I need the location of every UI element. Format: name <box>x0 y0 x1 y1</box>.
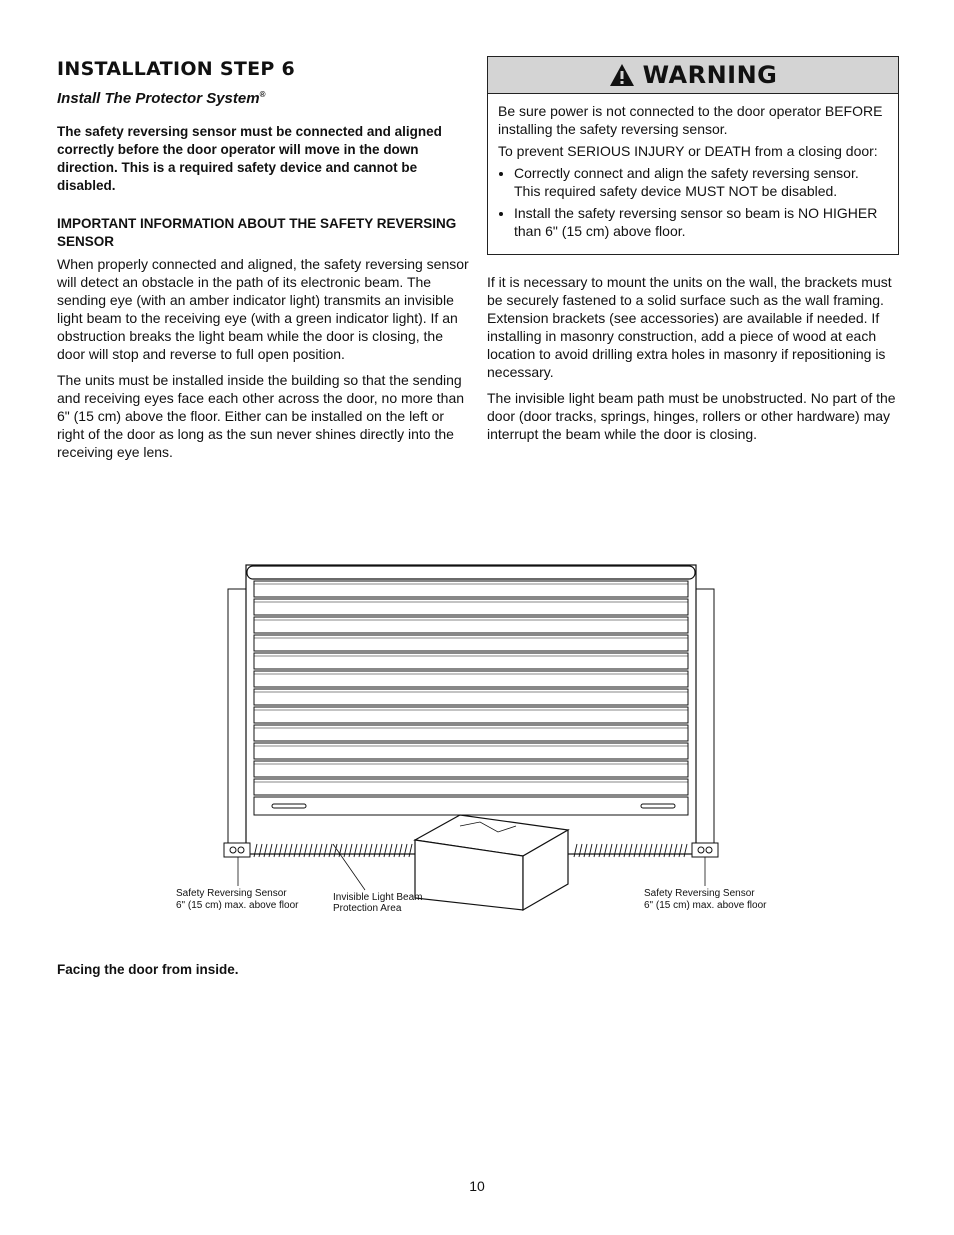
warning-bullet: • Install the safety reversing sensor so beam is NO HIGHER than 6" (15 cm) above floor. <box>514 204 888 240</box>
warning-title: WARNING <box>642 61 778 89</box>
important-subheading: IMPORTANT INFORMATION ABOUT THE SAFETY REVERSING SENSOR <box>57 216 457 249</box>
page-number: 10 <box>469 1178 485 1194</box>
wall-mount-paragraph: If it is necessary to mount the units on the wall, the brackets must be securely fastened to a solid surface such as the wall framing. Extension brackets (see accessories) are available if needed. If installing in masonry construction, add a piece of wood at each location to avoid drilling extra holes in masonry if repositioning is necessary. <box>487 274 892 380</box>
door-slat <box>254 671 688 687</box>
door-slat <box>254 725 688 741</box>
left-column <box>57 58 469 461</box>
right-sensor <box>692 843 718 857</box>
intro-paragraph: The safety reversing sensor must be connected and aligned correctly before the door operator will move in the down direction. This is a required safety device and cannot be disabled. <box>57 124 442 193</box>
garage-door-diagram <box>170 560 770 920</box>
door-slat <box>254 761 688 777</box>
beam-path-paragraph: The invisible light beam path must be unobstructed. No part of the door (door tracks, springs, hinges, rollers or other hardware) may interrupt the beam while the door is closing. <box>487 390 896 442</box>
right-jamb <box>696 589 714 849</box>
warning-box <box>487 56 899 255</box>
step-subtitle <box>57 86 469 108</box>
door-header <box>247 566 695 579</box>
right-column <box>487 56 899 443</box>
right-handle <box>641 804 675 808</box>
step-subtitle-text: Install The Protector System <box>57 90 260 107</box>
door-slat <box>254 581 688 597</box>
sensor-paragraph-1: When properly connected and aligned, the safety reversing sensor will detect an obstacle in the path of its electronic beam. The sending eye (with an amber indicator light) transmits an invisible light beam to the receiving eye (with a green indicator light). If an obstruction breaks the light beam while the door is closing, the door will stop and reverse to full open position. <box>57 256 469 362</box>
door-slat <box>254 743 688 759</box>
door-slat <box>254 707 688 723</box>
label-left-sensor-2: 6" (15 cm) max. above floor <box>176 900 299 911</box>
door-slat <box>254 617 688 633</box>
sensor-paragraph-2: The units must be installed inside the building so that the sending and receiving eyes face each other across the door, no more than 6" (15 cm) above the floor. Either can be installed on the left or right of the door as long as the sun never shines directly into the receiving eye lens. <box>57 372 465 460</box>
door-slat <box>254 635 688 651</box>
label-left-sensor-1: Safety Reversing Sensor <box>176 888 287 899</box>
door-bottom-rail <box>254 797 688 815</box>
label-beam-2: Protection Area <box>333 903 402 914</box>
door-slat <box>254 599 688 615</box>
box-obstruction <box>415 815 568 910</box>
label-right-sensor-2: 6" (15 cm) max. above floor <box>644 900 767 911</box>
warning-line-2: To prevent SERIOUS INJURY or DEATH from a closing door: <box>498 143 878 159</box>
warning-triangle-icon <box>609 63 635 87</box>
door-slat <box>254 689 688 705</box>
right-text <box>487 273 899 443</box>
door-slat <box>254 653 688 669</box>
registered-mark: ® <box>259 90 266 99</box>
step-title: INSTALLATION STEP 6 <box>57 58 296 80</box>
figure-caption: Facing the door from inside. <box>57 962 239 977</box>
warning-header <box>488 57 898 94</box>
warning-body <box>488 94 898 254</box>
label-right-sensor-1: Safety Reversing Sensor <box>644 888 755 899</box>
label-beam-1: Invisible Light Beam <box>333 892 423 903</box>
door-slat <box>254 779 688 795</box>
left-sensor <box>224 843 250 857</box>
warning-bullet: • Correctly connect and align the safety reversing sensor. This required safety device MUST NOT be disabled. <box>514 164 888 200</box>
left-jamb <box>228 589 246 849</box>
warning-bullet-list <box>498 164 888 240</box>
warning-line-1: Be sure power is not connected to the door operator BEFORE installing the safety reversing sensor. <box>498 103 883 137</box>
left-handle <box>272 804 306 808</box>
